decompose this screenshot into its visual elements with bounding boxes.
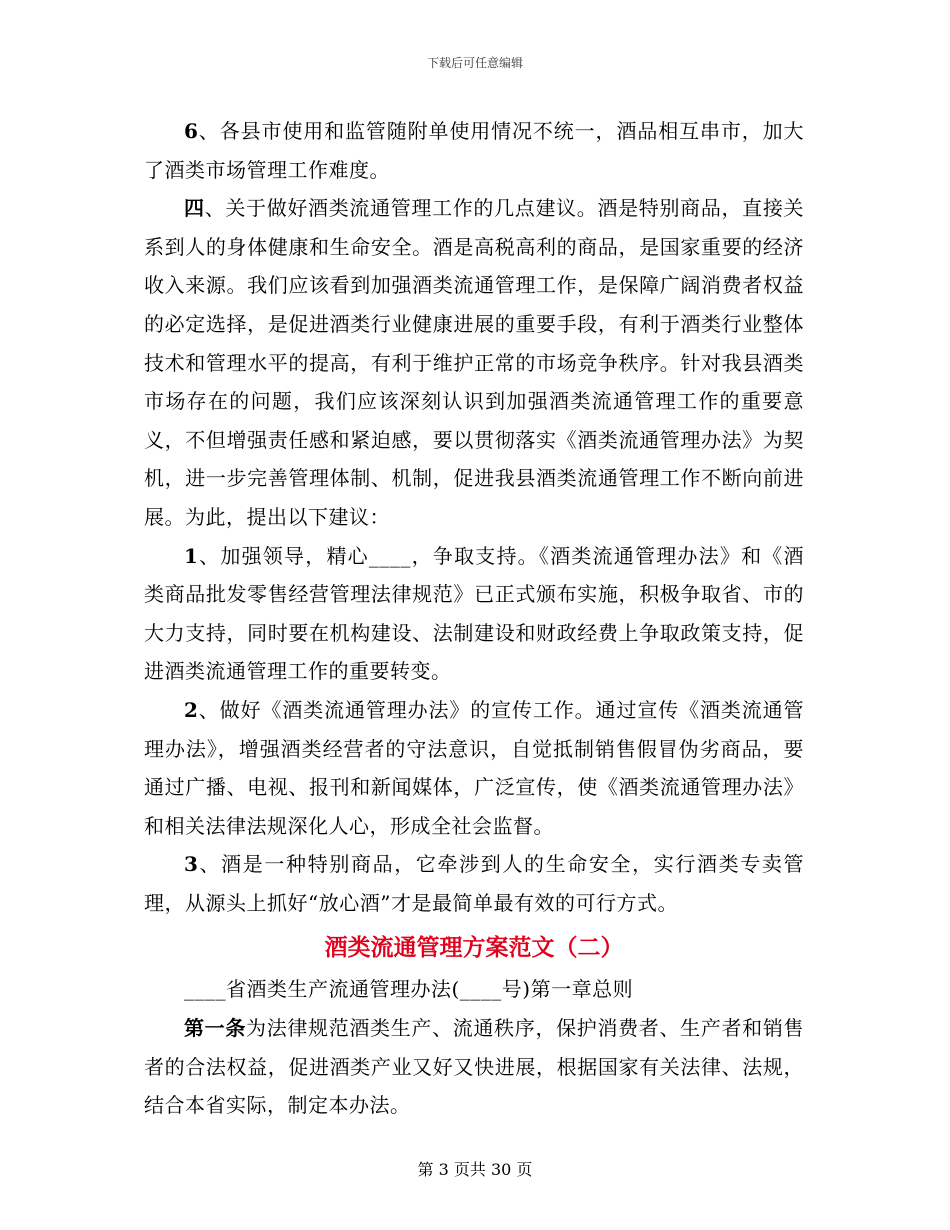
item-number: 3 bbox=[184, 852, 199, 877]
item-number: 2 bbox=[184, 697, 199, 722]
document-body bbox=[144, 112, 804, 1125]
page-footer: 第 3 页共 30 页 bbox=[417, 1160, 533, 1179]
page-header: 下载后可任意编辑 bbox=[426, 56, 523, 70]
paragraph-text: 、加强领导，精心____，争取支持。《酒类流通管理办法》和《酒类商品批发零售经营管理法律规范》已正式颁布实施，积极争取省、市的大力支持，同时要在机构建设、法制建设和财政经费上争取政策支持，促进酒类流通管理工作的重要转变。 bbox=[144, 543, 804, 684]
paragraph-text: 、关于做好酒类流通管理工作的几点建议。酒是特别商品，直接关系到人的身体健康和生命安全。酒是高税高利的商品，是国家重要的经济收入来源。我们应该看到加强酒类流通管理工作，是保障广阔消费者权益的必定选择，是促进酒类行业健康进展的重要手段，有利于酒类行业整体技术和管理水平的提高，有利于维护正常的市场竞争秩序。针对我县酒类市场存在的问题，我们应该深刻认识到加强酒类流通管理工作的重要意义，不但增强责任感和紧迫感，要以贯彻落实《酒类流通管理办法》为契机，进一步完善管理体制、机制，促进我县酒类流通管理工作不断向前进展。为此，提出以下建议： bbox=[144, 196, 805, 529]
item-number: 6 bbox=[184, 119, 199, 143]
paragraph-suggestion-3 bbox=[144, 845, 804, 922]
article-one bbox=[144, 1009, 804, 1125]
paragraph-text: 、各县市使用和监管随附单使用情况不统一，酒品相互串市，加大了酒类市场管理工作难度。 bbox=[144, 119, 804, 182]
paragraph-section-four bbox=[144, 189, 804, 536]
paragraph-suggestion-1 bbox=[144, 537, 804, 691]
section-number: 四 bbox=[184, 196, 205, 221]
paragraph-suggestion-2 bbox=[144, 691, 804, 845]
paragraph-text: 、酒是一种特别商品，它牵涉到人的生命安全，实行酒类专卖管理，从源头上抓好“放心酒”才是最简单最有效的可行方式。 bbox=[144, 852, 804, 915]
section-title: 酒类流通管理方案范文（二） bbox=[324, 935, 624, 962]
paragraph-text: 、做好《酒类流通管理办法》的宣传工作。通过宣传《酒类流通管理办法》，增强酒类经营者的守法意识，自觉抵制销售假冒伪劣商品，要通过广播、电视、报刊和新闻媒体，广泛宣传，使《酒类流通管理办法》和相关法律法规深化人心，形成全社会监督。 bbox=[144, 697, 804, 838]
chapter-line: ____省酒类生产流通管理办法(____号)第一章总则 bbox=[184, 977, 634, 1002]
paragraph-item-6 bbox=[144, 112, 804, 189]
article-text: 为法律规范酒类生产、流通秩序，保护消费者、生产者和销售者的合法权益，促进酒类产业又好又快进展，根据国家有关法律、法规，结合本省实际，制定本办法。 bbox=[144, 1016, 805, 1118]
article-label: 第一条 bbox=[184, 1016, 247, 1041]
item-number: 1 bbox=[184, 543, 199, 568]
